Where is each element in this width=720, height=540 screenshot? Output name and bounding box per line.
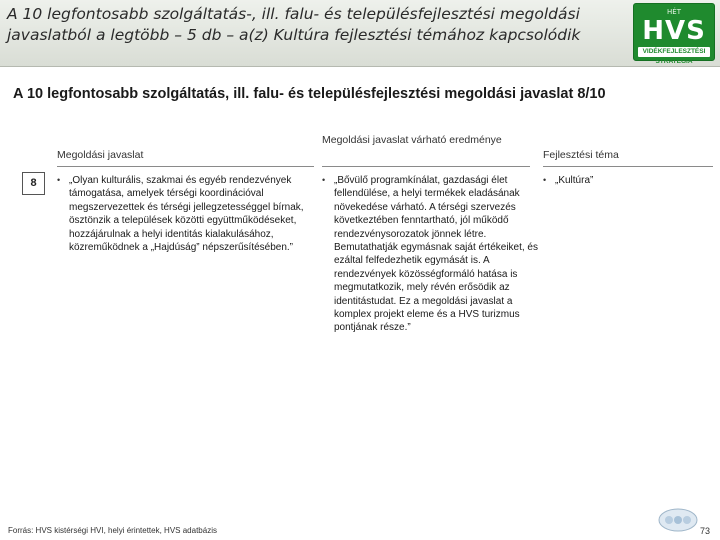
column-header-solution: Megoldási javaslat	[57, 149, 144, 161]
column-header-outcome: Megoldási javaslat várható eredménye	[322, 134, 502, 146]
logo-big-text: HVS	[642, 16, 706, 46]
page-number: 73	[700, 526, 711, 536]
slide-title: A 10 legfontosabb szolgáltatás-, ill. falu- és településfejlesztési megoldási javaslatból a legtöbb – 5 db – a(z) Kultúra fejlesztési témához kapcsolódik	[7, 5, 581, 44]
header-rule-outcome	[322, 166, 530, 167]
logo-small-text: HÉT	[667, 8, 681, 16]
logo-strip-text: VIDÉKFEJLESZTÉSI STRATÉGIA	[642, 48, 706, 65]
source-note: Forrás: HVS kistérségi HVI, helyi érintettek, HVS adatbázis	[8, 526, 217, 535]
header-rule-topic	[543, 166, 713, 167]
bullet-icon: •	[57, 175, 61, 185]
logo-strip	[638, 47, 710, 65]
slide-header	[0, 0, 720, 67]
solution-text: „Olyan kulturális, szakmai és egyéb rendezvények támogatása, amelyek térségi koordinációval megszervezettek és térségi jellegzetességgel bírnak, ösztönzik a települések közötti együttműködéseket, hozzájárulnak a helyi identitás kialakulásához, közreműködnek a „Hajdúság” népszerűsítésében.”	[69, 175, 304, 254]
bullet-icon: •	[543, 175, 547, 185]
topic-text: „Kultúra”	[555, 175, 594, 186]
outcome-text: „Bővülő programkínálat, gazdasági élet fellendülése, a helyi termékek eladásának növekedése várható. A térségi szervezés következtében fenntartható, jól működő rendezvénysorozatok jönnek létre. Bemutathatják egymásnak saját értékeiket, és ezáltal felfedezhetik egymását is. A rendezvények közösségformáló hatása is megmutatkozik, mely révén erősödik az identitástudat. Ez a megoldási javaslat a komplex projekt eleme és a HVS turizmus pontjának része.”	[334, 175, 538, 334]
row-number: 8	[22, 172, 45, 195]
column-header-topic: Fejlesztési téma	[543, 149, 619, 161]
footer-emblem-icon	[657, 507, 699, 533]
header-rule-solution	[57, 166, 314, 167]
hvs-logo	[633, 3, 715, 65]
bullet-icon: •	[322, 175, 326, 185]
section-subtitle: A 10 legfontosabb szolgáltatás, ill. falu- és településfejlesztési megoldási javaslat 8/10	[13, 86, 606, 102]
